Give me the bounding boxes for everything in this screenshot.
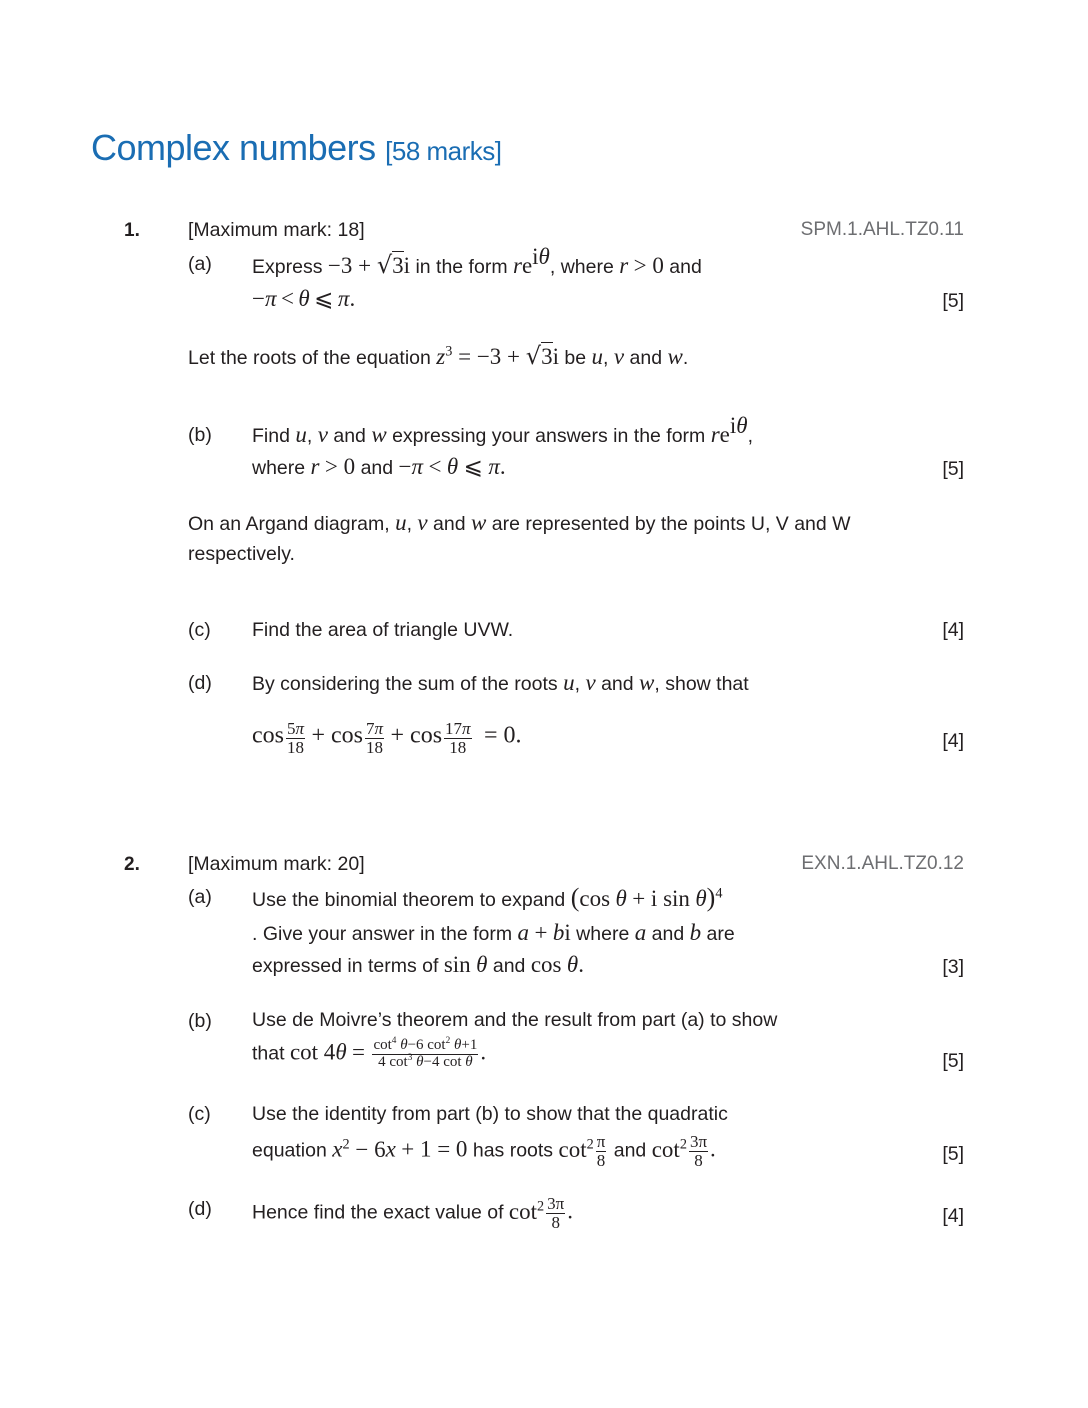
q1-stem2: On an Argand diagram, u, v and w are represented by the points U, V and W bbox=[188, 510, 851, 535]
q1c-text: Find the area of triangle UVW. bbox=[252, 619, 514, 641]
q2c-label: (c) bbox=[188, 1103, 211, 1125]
q1d-line1: By considering the sum of the roots u, v and w, show that bbox=[252, 670, 749, 695]
q1d-mark: [4] bbox=[942, 730, 964, 752]
q2a-line2: . Give your answer in the form a + bi where a and b are bbox=[252, 920, 735, 945]
q1-code: SPM.1.AHL.TZ0.11 bbox=[800, 219, 964, 240]
q2d-line1: Hence find the exact value of $\cot^2$ $\frac{3\pi}{8}$ . bbox=[252, 1194, 573, 1232]
q1d-equation: cos $\frac{5\pi}{18}$ + cos $\frac{7\pi}{18}$ + cos $\frac{17\pi}{18}$ = 0. bbox=[252, 719, 522, 757]
q1b-mark: [5] bbox=[942, 458, 964, 480]
title-text: Complex numbers bbox=[91, 127, 376, 168]
q2-number: 2. bbox=[124, 854, 140, 875]
q1-stem1: Let the roots of the equation $z^3 = -3 + √3i$ be u, v and w. bbox=[188, 342, 689, 370]
title-marks: [58 marks] bbox=[385, 136, 502, 166]
q2a-line1: Use the binomial theorem to expand (cos θ + i sin θ)$^4$ bbox=[252, 883, 723, 912]
q1c-label: (c) bbox=[188, 619, 211, 641]
q1a-line1: Express −3 + √3i in the form $re^{i\theta}$, where r > 0 and bbox=[252, 244, 702, 279]
q2b-mark: [5] bbox=[942, 1050, 964, 1072]
q1a-line2: −π < θ ⩽ π. bbox=[252, 286, 356, 311]
q2b-label: (b) bbox=[188, 1010, 212, 1032]
q2a-label: (a) bbox=[188, 886, 212, 908]
q2c-line1: Use the identity from part (b) to show that the quadratic bbox=[252, 1103, 728, 1125]
q2d-mark: [4] bbox=[942, 1205, 964, 1227]
q1d-label: (d) bbox=[188, 672, 212, 694]
q1a-mark: [5] bbox=[942, 290, 964, 312]
q1-max-mark: [Maximum mark: 18] bbox=[188, 219, 365, 241]
q1b-line1: Find u, v and w expressing your answers in the form $re^{i\theta}$, bbox=[252, 413, 754, 447]
q1-stem2-line2: respectively. bbox=[188, 543, 295, 565]
q2b-line2: that cot 4θ = $\frac{\cot^4 \theta-6 \cot^2 \theta+1}{4 \cot^3 \theta-4 \cot \theta}$ . bbox=[252, 1036, 487, 1070]
page-title bbox=[91, 127, 502, 169]
q2b-line1: Use de Moivre’s theorem and the result from part (a) to show bbox=[252, 1009, 778, 1031]
q1b-label: (b) bbox=[188, 424, 212, 446]
q2a-line3: expressed in terms of sin θ and cos θ. bbox=[252, 952, 584, 977]
q1a-label: (a) bbox=[188, 253, 212, 275]
q2-code: EXN.1.AHL.TZ0.12 bbox=[801, 853, 964, 874]
q1b-line2: where r > 0 and −π < θ ⩽ π. bbox=[252, 454, 506, 479]
q2a-mark: [3] bbox=[942, 956, 964, 978]
q2d-label: (d) bbox=[188, 1198, 212, 1220]
q2c-mark: [5] bbox=[942, 1143, 964, 1165]
q2c-line2: equation $x^2 - 6x + 1 = 0$ has roots $\cot^2$ $\frac{\pi}{8}$ and $\cot^2$ $\frac{3\pi}{8}$ . bbox=[252, 1132, 716, 1170]
q1c-mark: [4] bbox=[942, 619, 964, 641]
q2-max-mark: [Maximum mark: 20] bbox=[188, 853, 365, 875]
q1-number: 1. bbox=[124, 220, 140, 241]
